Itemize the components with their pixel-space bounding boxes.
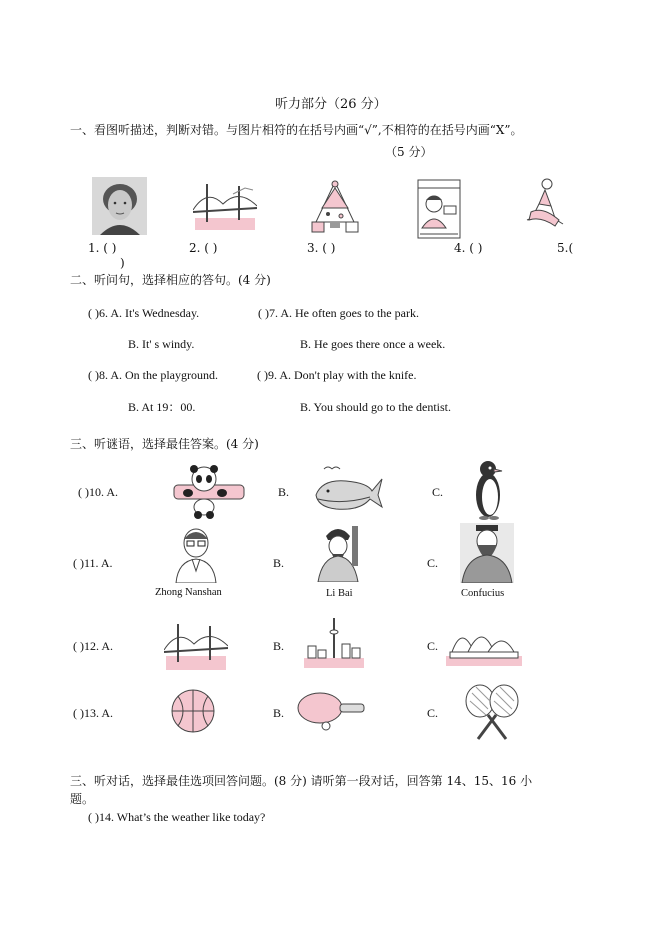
- s1-item-5: 5.(: [557, 241, 574, 255]
- s1-item-2: 2. ( ): [189, 241, 218, 255]
- woman-portrait-image: [92, 177, 147, 235]
- q7-option-b: B. He goes there once a week.: [300, 337, 446, 351]
- q13: ( )13. A.: [73, 706, 113, 720]
- q14: ( )14. What’s the weather like today?: [88, 810, 266, 824]
- s1-item-4: 4. ( ): [454, 241, 483, 255]
- s1-item-1: 1. ( ): [88, 241, 117, 255]
- penguin-image: [470, 459, 508, 521]
- tennis-rackets-image: [460, 683, 524, 741]
- caption-li-bai: Li Bai: [326, 588, 353, 599]
- bridge-option-image: [164, 620, 228, 672]
- q8: ( )8. A. On the playground.: [88, 368, 218, 382]
- q10-option-b: B.: [278, 485, 290, 499]
- skier-image: [525, 176, 565, 232]
- boy-window-image: [416, 178, 462, 240]
- christmas-tree-image: [306, 178, 364, 236]
- q12-option-c: C.: [427, 639, 439, 653]
- q8-option-b: B. At 19：00.: [128, 400, 196, 414]
- caption-zhong-nanshan: Zhong Nanshan: [155, 587, 222, 598]
- q6: ( )6. A. It's Wednesday.: [88, 306, 200, 320]
- q10: ( )10. A.: [78, 485, 118, 499]
- section1-points: （5 分）: [385, 145, 433, 159]
- tv-tower-city-image: [302, 616, 366, 670]
- q10-option-c: C.: [432, 485, 444, 499]
- section4-heading-cont: 题。: [70, 792, 95, 806]
- q12-option-b: B.: [273, 639, 285, 653]
- section3-heading: 三、听谜语，选择最佳答案。(4 分): [70, 437, 259, 451]
- section1-heading: 一、看图听描述，判断对错。与图片相符的在括号内画“√”,不相符的在括号内画“X”。: [70, 123, 523, 137]
- li-bai-image: [316, 524, 360, 582]
- section4-heading: 三、听对话，选择最佳选项回答问题。(8 分) 请听第一段对话，回答第 14、15、16 小: [70, 774, 533, 788]
- section2-heading: 二、听问句，选择相应的答句。(4 分): [70, 273, 271, 287]
- opera-house-image: [444, 622, 524, 668]
- ping-pong-paddle-image: [296, 690, 368, 732]
- q13-option-c: C.: [427, 706, 439, 720]
- q13-option-b: B.: [273, 706, 285, 720]
- q12: ( )12. A.: [73, 639, 113, 653]
- confucius-image: [460, 523, 514, 583]
- caption-confucius: Confucius: [461, 588, 505, 599]
- q9: ( )9. A. Don't play with the knife.: [257, 368, 417, 382]
- s1-item-5-close: ): [120, 256, 125, 270]
- zhong-nanshan-image: [172, 525, 220, 583]
- panda-image: [168, 463, 248, 521]
- q11-option-b: B.: [273, 556, 285, 570]
- q6-option-b: B. It' s windy.: [128, 337, 195, 351]
- basketball-image: [170, 688, 216, 734]
- q7: ( )7. A. He often goes to the park.: [258, 306, 419, 320]
- q11: ( )11. A.: [73, 556, 113, 570]
- page-title: 听力部分（26 分）: [275, 97, 387, 112]
- whale-image: [312, 465, 384, 515]
- bridge-image: [193, 180, 257, 232]
- q11-option-c: C.: [427, 556, 439, 570]
- s1-item-3: 3. ( ): [307, 241, 336, 255]
- q9-option-b: B. You should go to the dentist.: [300, 400, 452, 414]
